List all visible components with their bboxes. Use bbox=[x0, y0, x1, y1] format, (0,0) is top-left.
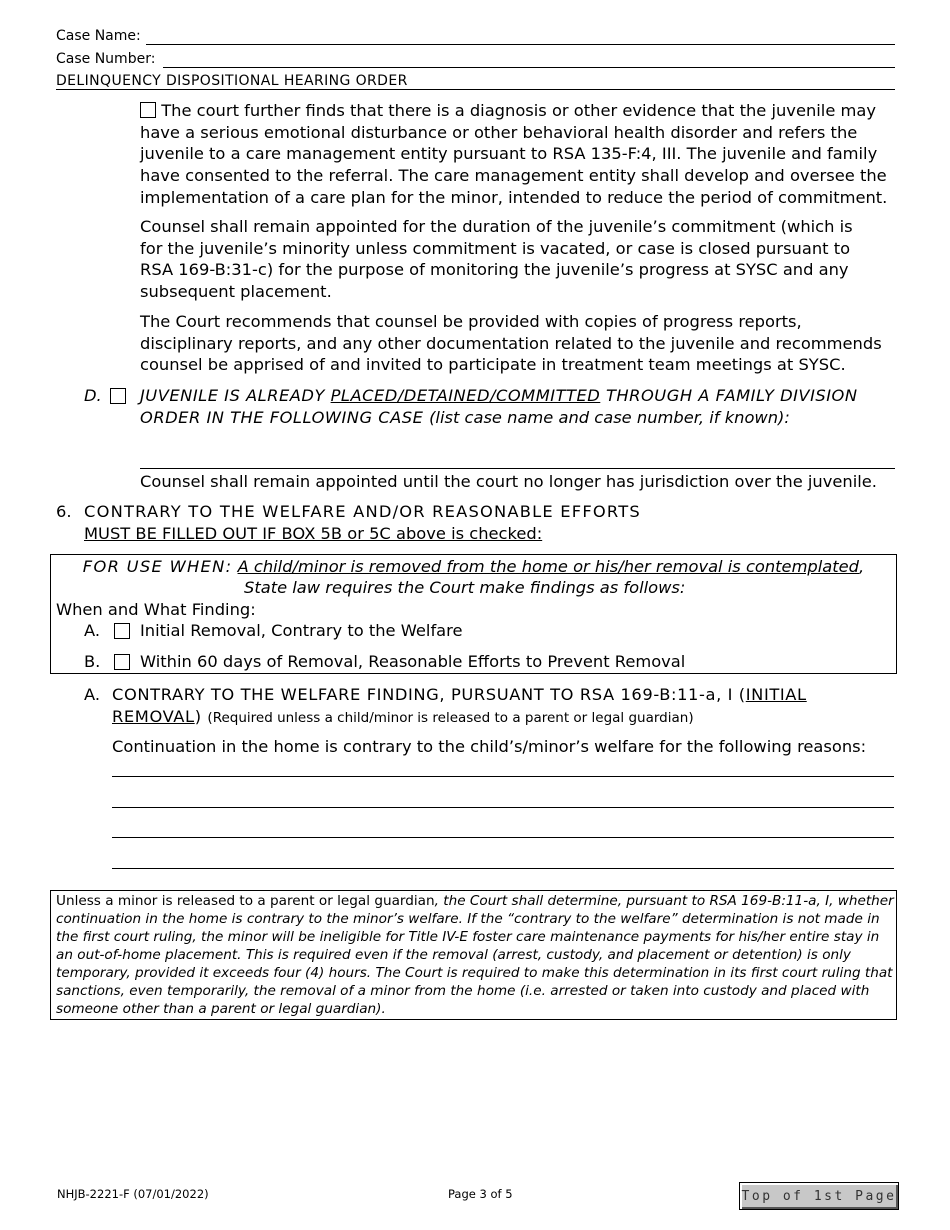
section-d-heading-post: THROUGH A FAMILY DIVISION ORDER IN THE FOLLOWING CASE bbox=[140, 386, 858, 427]
section-d-counsel-text: Counsel shall remain appointed until the court no longer has jurisdiction over the juvenile. bbox=[140, 472, 877, 491]
section-6-title: CONTRARY TO THE WELFARE AND/OR REASONABLE EFFORTS bbox=[84, 502, 641, 521]
option-a-label: Initial Removal, Contrary to the Welfare bbox=[140, 621, 463, 640]
section-d-heading-underlined: PLACED/DETAINED/COMMITTED bbox=[330, 386, 601, 405]
notice-body: , the Court shall determine, pursuant to RSA 169-B:11-a, I, whether continuation in the home is contrary to the minor’s welfare. If the “contrary to the welfare” determination is not made in the first court ruling, the minor will be ineligible for Title IV-E foster care maintenance payments for his/her entire stay in an out-of-home placement. This is required even if the removal (arrest, custody, and placement or detention) is only temporary, provided it exceeds four (4) hours. The Court is required to make this determination in its first court ruling that sanctions, even temporarily, the removal of a minor from the home (i.e. arrested or taken into custody and placed with someone other than a parent or legal guardian). bbox=[56, 893, 894, 1017]
notice-text bbox=[56, 892, 896, 1018]
option-a-checkbox[interactable] bbox=[114, 623, 130, 639]
finding-a-letter: A. bbox=[84, 685, 101, 704]
option-a-letter: A. bbox=[84, 621, 101, 640]
finding-a-title-close: ) bbox=[194, 706, 202, 726]
referral-text: The court further finds that there is a diagnosis or other evidence that the juvenile may have a serious emotional disturbance or other behavioral health disorder and refers the juvenile to a care management entity pursuant to RSA 135-F:4, III. The juvenile and family have consented to the referral. The care management entity shall develop and oversee the implementation of a care plan for the minor, intended to reduce the period of commitment. bbox=[140, 101, 888, 207]
option-b-letter: B. bbox=[84, 652, 101, 671]
page-number: Page 3 of 5 bbox=[448, 1187, 513, 1201]
case-name-field[interactable] bbox=[146, 44, 895, 45]
reason-line-4[interactable] bbox=[112, 868, 894, 869]
section-d-heading-note: (list case name and case number, if known): bbox=[429, 407, 790, 427]
state-law-text: State law requires the Court make findings as follows: bbox=[244, 578, 686, 597]
finding-a-title-text: CONTRARY TO THE WELFARE FINDING, PURSUANT TO RSA 169-B:11-a, I ( bbox=[112, 685, 746, 704]
reason-line-1[interactable] bbox=[112, 776, 894, 777]
section-6-number: 6. bbox=[56, 502, 72, 521]
section-d-letter: D. bbox=[84, 386, 102, 405]
referral-checkbox[interactable] bbox=[140, 102, 156, 118]
reason-line-2[interactable] bbox=[112, 807, 894, 808]
case-name-label: Case Name: bbox=[56, 28, 141, 44]
referral-paragraph bbox=[140, 100, 900, 209]
top-of-first-page-button[interactable]: Top of 1st Page bbox=[739, 1182, 899, 1210]
when-what-label: When and What Finding: bbox=[56, 600, 256, 619]
case-number-field[interactable] bbox=[163, 67, 895, 68]
section-d-case-field[interactable] bbox=[140, 468, 895, 469]
option-b-checkbox[interactable] bbox=[114, 654, 130, 670]
reason-line-3[interactable] bbox=[112, 837, 894, 838]
section-6-subtitle: MUST BE FILLED OUT IF BOX 5B or 5C above is checked: bbox=[84, 524, 543, 543]
continuation-text: Continuation in the home is contrary to the child’s/minor’s welfare for the following reasons: bbox=[112, 737, 867, 756]
section-d-heading bbox=[140, 385, 860, 428]
for-use-when-condition: A child/minor is removed from the home or his/her removal is contemplated bbox=[237, 557, 860, 576]
form-id: NHJB-2221-F (07/01/2022) bbox=[57, 1187, 209, 1201]
for-use-when-comma: , bbox=[859, 557, 865, 576]
for-use-when-label: FOR USE WHEN: bbox=[82, 557, 233, 576]
section-d-checkbox[interactable] bbox=[110, 388, 126, 404]
counsel-commitment-text: Counsel shall remain appointed for the duration of the juvenile’s commitment (which is for the juvenile’s minority unless commitment is vacated, or case is closed pursuant to RSA 169-B:31-c) for the purpose of monitoring the juvenile’s progress at SYSC and any subsequent placement. bbox=[140, 217, 853, 302]
notice-lead: Unless a minor is released to a parent or legal guardian bbox=[56, 893, 435, 909]
finding-a-title bbox=[112, 684, 872, 729]
option-b-label: Within 60 days of Removal, Reasonable Efforts to Prevent Removal bbox=[140, 652, 686, 671]
finding-a-note: (Required unless a child/minor is released to a parent or legal guardian) bbox=[207, 709, 694, 726]
finding-a-title-underlined: INITIAL REMOVAL bbox=[112, 685, 807, 726]
for-use-when-line bbox=[50, 556, 897, 578]
header-rule bbox=[56, 89, 895, 90]
recommendation-text: The Court recommends that counsel be provided with copies of progress reports, disciplinary reports, and any other documentation related to the juvenile and recommends counsel be apprised of and invited to participate in treatment team meetings at SYSC. bbox=[140, 312, 882, 375]
form-title: DELINQUENCY DISPOSITIONAL HEARING ORDER bbox=[56, 73, 408, 89]
case-number-label: Case Number: bbox=[56, 51, 156, 67]
section-d-heading-pre: JUVENILE IS ALREADY bbox=[140, 386, 325, 405]
